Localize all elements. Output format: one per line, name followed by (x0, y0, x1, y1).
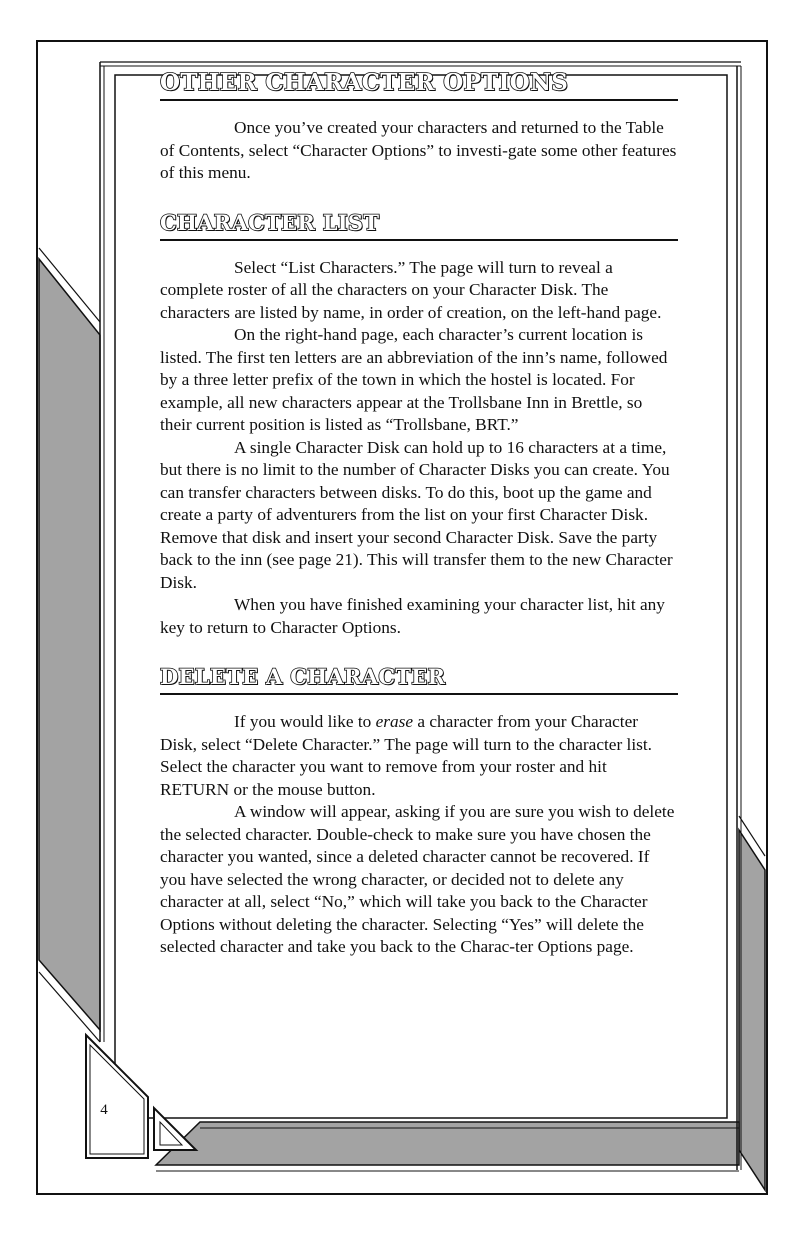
delete-intro-after: a character from your Character Disk, select “Delete Character.” The page will turn to the character list. Select the character you want to remove from your roster and hit RETURN or the mouse button. (160, 712, 652, 799)
delete-intro-before: If you would like to (234, 712, 376, 731)
delete-paragraph-1 (160, 711, 678, 801)
character-list-paragraph-2: On the right-hand page, each character’s current location is listed. The first ten letters are an abbreviation of the inn’s name, followed by a three letter prefix of the town in which the hostel is located. For example, all new characters appear at the Trollsbane Inn in Brettle, so their current position is listed as “Trollsbane, BRT.” (160, 325, 668, 434)
character-list-paragraph-1: Select “List Characters.” The page will turn to reveal a complete roster of all the characters on your Character Disk. The characters are listed by name, in order of creation, on the left-hand page. (160, 257, 662, 322)
intro-paragraph: Once you’ve created your characters and returned to the Table of Contents, select “Character Options” to investi-gate some other features of this menu. (160, 118, 677, 182)
heading-other-character-options: OTHER CHARACTER OPTIONS (160, 68, 678, 101)
erase-emphasis: erase (375, 712, 414, 731)
heading-delete-a-character: DELETE A CHARACTER (160, 662, 678, 695)
character-list-paragraph-4: When you have finished examining your character list, hit any key to return to Character Options. (160, 595, 665, 637)
right-gray-band (739, 830, 765, 1190)
character-list-paragraph-3: A single Character Disk can hold up to 16 characters at a time, but there is no limit to the number of Character Disks you can create. You can transfer characters between disks. To do this, boot up the game and create a party of adventurers from the list on your first Character Disk. Remove that disk and insert your second Character Disk. Save the party back to the inn (see page 21). This will transfer them to the new Character Disk. (160, 437, 673, 592)
page-number: 4 (100, 1102, 108, 1118)
delete-paragraph-2: A window will appear, asking if you are sure you wish to delete the selected character. Double-check to make sure you have chosen the character you wanted, since a deleted character cannot be recovered. If you have selected the wrong character, or decided not to delete any character at all, select “No,” which will take you back to the Character Options without deleting the character. Selecting “Yes” will delete the selected character and take you back to the Charac-ter Options page. (160, 802, 675, 956)
heading-character-list: CHARACTER LIST (160, 208, 678, 241)
left-gray-band (39, 259, 100, 1030)
page-content (160, 68, 678, 959)
